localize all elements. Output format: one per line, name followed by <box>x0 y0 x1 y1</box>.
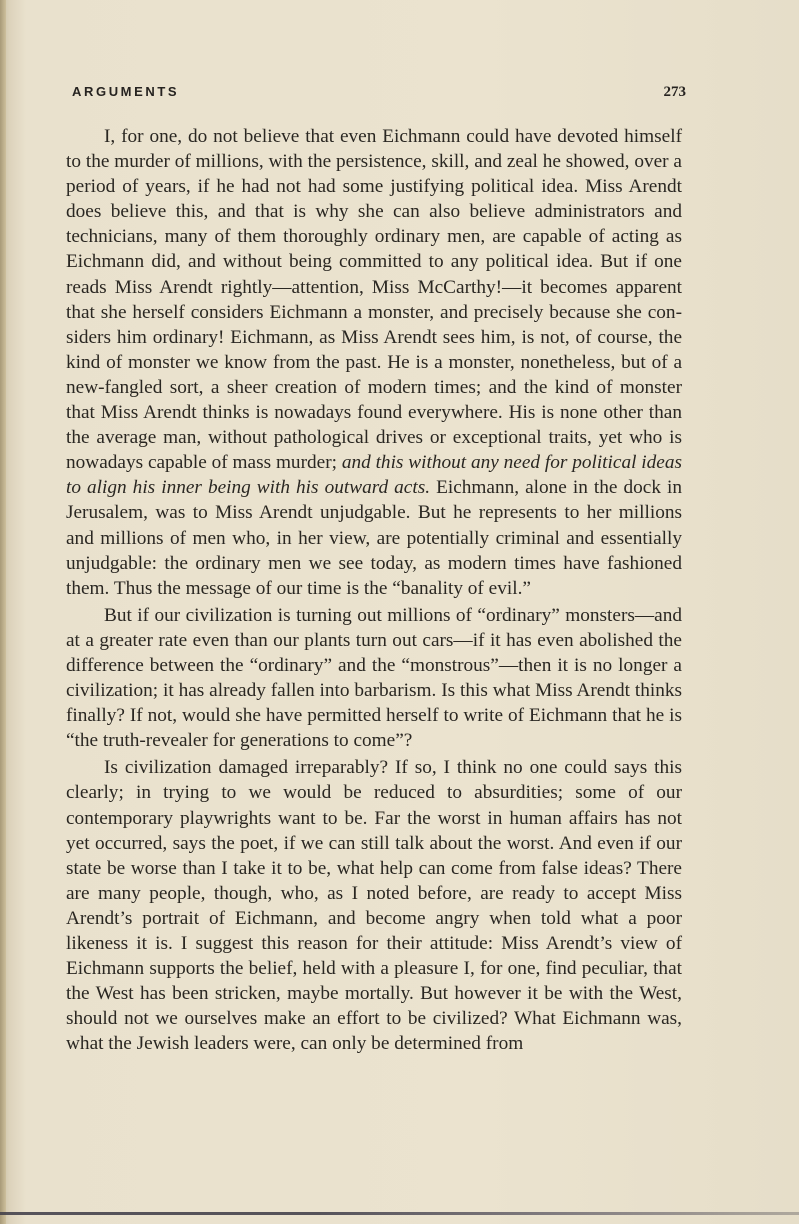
paragraph-1 <box>66 124 682 601</box>
body-text <box>66 124 682 1058</box>
page-number: 273 <box>663 84 686 100</box>
page-gutter-shadow <box>0 0 6 1224</box>
paragraph-2: But if our civilization is turning out millions of “ordinary” monsters—and at a greater rate even than our plants turn out cars—if it has even abolished the difference between the “ordinary” and the “monstrous”—then it is no longer a civilization; it has already fallen into barbarism. Is this what Miss Arendt thinks finally? If not, would she have permitted herself to write of Eichmann that he is “the truth-revealer for generations to come”? <box>66 604 682 752</box>
paragraph-1-text-continued: Eichmann, alone in the dock in Jerusalem, was to Miss Arendt unjudgable. But he represents to her millions and millions of men who, in her view, are potentially criminal and essentially unjudgable: the ordinary men we see today, as modern times have fashioned them. Thus the message of our time is the “banality of evil.” <box>66 477 682 599</box>
paragraph-1-text: I, for one, do not believe that even Eichmann could have devoted himself to the murder of millions, with the persistence, skill, and zeal he showed, over a period of years, if he had not had some justifying political idea. Miss Arendt does believe this, and that is why she can also believe administrators and technicians, many of them thoroughly ordinary men, are capable of acting as Eichmann did, and without being committed to any political idea. But if one reads Miss Arendt rightly—attention, Miss McCarthy!—it becomes apparent that she herself considers Eichmann a monster, and precisely because she considers him ordinary! Eichmann, as Miss Arendt sees him, is not, of course, the kind of monster we know from the past. He is a monster, nonetheless, but of a new-fangled sort, a sheer creation of modern times; and the kind of monster that Miss Arendt thinks is nowadays found everywhere. His is none other than the average man, without pathological drives or exceptional traits, yet who is nowadays capable of mass murder; <box>66 126 682 474</box>
paragraph-3: Is civilization damaged irreparably? If so, I think no one could says this clearly; in trying to we would be reduced to absurdities; some of our contemporary playwrights want to be. Far the worst in human affairs has not yet occurred, says the poet, if we can still talk about the worst. And even if our state be worse than I take it to be, what help can come from false ideas? There are many people, though, who, as I noted before, are ready to accept Miss Arendt’s portrait of Eichmann, and become angry when told what a poor likeness it is. I suggest this reason for their attitude: Miss Arendt’s view of Eichmann supports the belief, held with a pleasure I, for one, find peculiar, that the West has been stricken, maybe mortally. But however it be with the West, should not we ourselves make an effort to be civilized? What Eichmann was, what the Jewish leaders were, can only be determined from <box>66 757 682 1055</box>
paragraph-1-italic-text: and this without any need for political ideas to align his inner being with his outward acts. <box>66 452 682 499</box>
section-title: ARGUMENTS <box>72 84 180 99</box>
running-head <box>72 84 686 108</box>
page-bottom-edge <box>0 1212 799 1215</box>
